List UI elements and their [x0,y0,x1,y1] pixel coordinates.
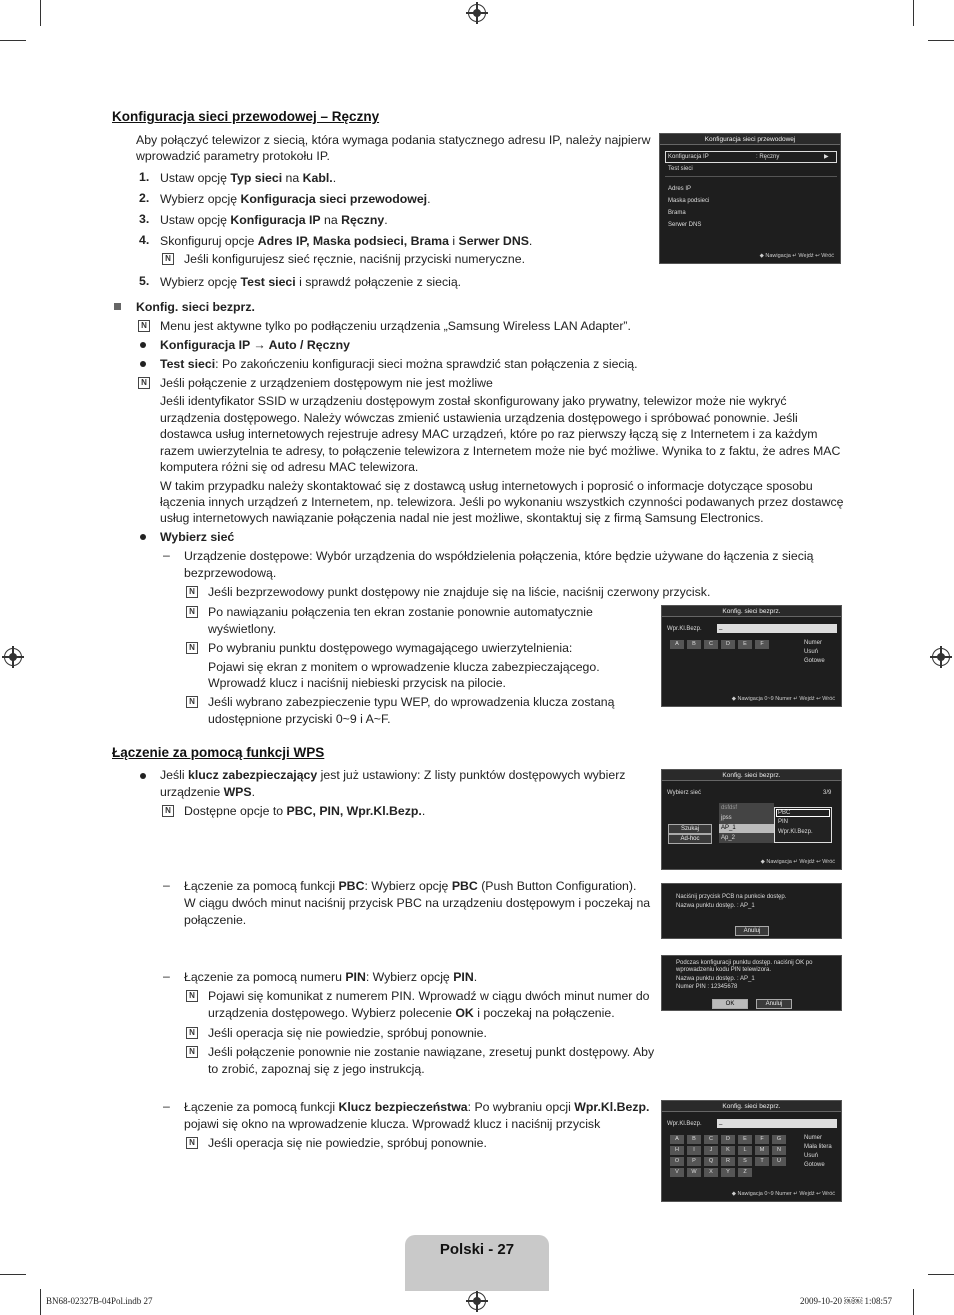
key-button: A [670,1135,684,1144]
screen-message: Podczas konfiguracji punktu dostęp. naciśnij OK po [676,960,813,966]
screen-footer: ◆ Nawigacja 0~9 Numer ↵ Wejdź ↩ Wróć [731,696,835,702]
bullet-text: Jeśli klucz zabezpieczający jest już ustawiony: Z listy punktów dostępowych wybierz [160,768,626,782]
step-number: 1. [139,170,150,184]
key-button: A [670,640,684,649]
paragraph-line: bezprzewodową. [184,566,277,580]
screen-label: Adres IP [668,186,692,192]
screen-label: Test sieci [668,166,693,172]
key-button: F [755,1135,769,1144]
note-text: urządzenia dostępowego. Wybierz polecenie OK i poczekaj na połączenie. [208,1006,615,1020]
tv-screen-security-key-full [661,1100,842,1202]
page-number-tab [405,1235,549,1291]
intro-text: Aby połączyć telewizor z siecią, która wymaga podania statycznego adresu IP, należy najpierw [136,133,651,147]
bullet-icon [140,361,146,367]
step-text: Ustaw opcję Typ sieci na Kabl.. [160,171,337,185]
tv-screen-security-key [661,605,842,707]
key-button: S [738,1157,752,1166]
subheading: Konfig. sieci bezprz. [136,300,255,314]
network-item: dsfdsf [721,805,738,811]
note-icon: N [186,696,198,708]
screen-message: Nazwa punktu dostęp. : AP_1 [676,903,755,909]
network-item: jpss [721,815,732,821]
screen-title: Konfig. sieci bezprz. [662,770,841,781]
pin-text: Łączenie za pomocą numeru PIN: Wybierz opcję PIN. [184,970,478,984]
key-button: M [755,1146,769,1155]
key-button: C [704,1135,718,1144]
section-title-wired-manual: Konfiguracja sieci przewodowej – Ręczny [112,109,380,124]
crop-mark [913,1289,914,1315]
key-input: _ [717,624,837,633]
screen-title: Konfig. sieci bezprz. [662,606,841,617]
note-text: Po nawiązaniu połączenia ten ekran zostanie ponownie automatycznie [208,605,593,619]
note-text: wyświetlony. [208,622,277,636]
step-number: 5. [139,274,150,288]
step-text: Wybierz opcję Konfiguracja sieci przewodowej. [160,192,431,206]
key-button: D [721,1135,735,1144]
note-text: Jeśli operacja się nie powiedzie, spróbuj ponownie. [208,1136,487,1150]
crop-mark [40,1289,41,1315]
intro-text: wprowadzić parametry protokołu IP. [136,149,330,163]
key-button: W [687,1168,701,1177]
registration-mark-icon [932,648,950,666]
note-text: Jeśli połączenie z urządzeniem dostępowym nie jest możliwe [160,376,493,390]
note-icon: N [186,606,198,618]
square-bullet-icon [114,303,121,310]
dash-marker: – [163,969,170,983]
cancel-button: Anuluj [756,999,792,1009]
bullet-text: Test sieci: Po zakończeniu konfiguracji sieci można sprawdzić stan połączenia z siecią. [160,357,638,371]
tv-screen-pbc [661,883,842,939]
crop-mark [0,1274,26,1275]
bullet-icon [140,534,146,540]
bullet-text: Konfiguracja IP → Auto / Ręczny [160,338,350,352]
paragraph-line: W takim przypadku należy skontaktować się z dostawcą usług internetowych i poprosić o informacje dotyczące sposobu [160,479,813,493]
key-button: N [772,1146,786,1155]
key-button: Y [721,1168,735,1177]
dash-marker: – [163,548,170,562]
step-text: Wybierz opcję Test sieci i sprawdź połączenie z siecią. [160,275,462,289]
note-text: Dostępne opcje to PBC, PIN, Wpr.Kl.Bezp.. [184,804,426,818]
wps-option: PIN [778,819,789,825]
wps-option: Wpr.Kl.Bezp. [778,829,813,835]
note-text: Jeśli bezprzewodowy punkt dostępowy nie znajduje się na liście, naciśnij czerwony przycisk. [208,585,711,599]
crop-mark [40,0,41,26]
legend-item: Numer [804,1135,823,1141]
tv-screen-select-network [661,769,842,870]
note-icon: N [186,586,198,598]
step-number: 4. [139,233,150,247]
key-button: Q [704,1157,718,1166]
dash-marker: – [163,878,170,892]
bullet-text: Wybierz sieć [160,530,235,544]
wps-option: PBC [778,810,791,816]
bullet-text: urządzenie WPS. [160,785,256,799]
key-button: F [755,640,769,649]
adhoc-button: Ad-hoc [668,834,712,844]
crop-mark [928,40,954,41]
ok-button: OK [712,999,748,1009]
paragraph-line: Urządzenie dostępowe: Wybór urządzenia do współdzielenia połączenia, które będzie używane do łączenia z siecią [184,549,814,563]
section-title-wps: Łączenie za pomocą funkcji WPS [112,745,325,760]
crop-mark [913,0,914,26]
key-button: E [738,640,752,649]
screen-message: Naciśnij przycisk PCB na punkcie dostęp. [676,894,787,900]
key-button: R [721,1157,735,1166]
screen-footer: ◆ Nawigacja ↵ Wejdź ↩ Wróć [759,253,834,259]
screen-message: Numer PIN : 12345678 [676,984,738,990]
network-item: Ap_2 [721,835,736,841]
tv-screen-wired-config [659,133,841,264]
note-text: Pojawi się ekran z monitem o wprowadzenie klucza zabezpieczającego. [208,660,600,674]
key-text: pojawi się okno na wprowadzenie klucza. Wprowadź klucz i naciśnij przycisk [184,1117,601,1131]
cancel-button: Anuluj [735,926,769,936]
step-number: 2. [139,191,150,205]
screen-count: 3/9 [823,790,832,796]
note-text: Jeśli operacja się nie powiedzie, spróbuj ponownie. [208,1026,487,1040]
network-item: AP_1 [721,825,736,831]
key-button: V [670,1168,684,1177]
legend-item: Gotowe [804,658,825,664]
screen-message: Nazwa punktu dostęp. : AP_1 [676,976,755,982]
paragraph-line: razem uwierzytelnia te adresy, to połączenie telewizora z Internetem może nie być możliwe. Wynika to z faktu, że adres MAC [160,444,841,458]
legend-item: Usuń [804,649,819,655]
key-button: O [670,1157,684,1166]
screen-message: wprowadzeniu kodu PIN telewizora. [676,967,772,973]
paragraph-line: Jeśli identyfikator SSID w urządzeniu dostępowym został skonfigurowany jako prywatny, telewizor może nie wykryć [160,394,787,408]
bullet-icon [140,773,146,779]
screen-label: Wpr.Kl.Bezp. [667,626,702,632]
pbc-text: połączenie. [184,913,247,927]
key-button: L [738,1146,752,1155]
crop-mark [0,40,26,41]
step-text: Skonfiguruj opcje Adres IP, Maska podsieci, Brama i Serwer DNS. [160,234,533,248]
registration-mark-icon [4,648,22,666]
key-button: X [704,1168,718,1177]
note-text: Jeśli konfigurujesz sieć ręcznie, naciśnij przyciski numeryczne. [184,252,526,266]
screen-label: Konfiguracja IP [668,154,709,160]
legend-item: Gotowe [804,1162,825,1168]
key-input: _ [717,1119,837,1128]
note-icon: N [186,1046,198,1058]
crop-mark [928,1274,954,1275]
footer-timestamp: 2009-10-20 ￼￼ 1:08:57 [800,1296,892,1306]
paragraph-line: urządzenia dostępowego. Należy wówczas zmienić ustawienia urządzenia dostępowego i spróbować ponownie. Jeśli [160,411,798,425]
note-text: Wprowadź klucz i naciśnij niebieski przycisk na pilocie. [208,676,506,690]
footer-file-info: BN68-02327B-04Pol.indb 27 [46,1296,153,1306]
note-icon: N [162,253,174,265]
note-icon: N [186,642,198,654]
key-button: C [704,640,718,649]
bullet-icon [140,342,146,348]
screen-title: Konfig. sieci bezprz. [662,1101,841,1112]
page-number: Polski - 27 [439,1241,515,1258]
search-button: Szukaj [668,824,712,834]
key-button: G [772,1135,786,1144]
note-icon: N [138,320,150,332]
arrow-right-icon: ▶ [824,154,829,160]
note-text: Jeśli wybrano zabezpieczenie typu WEP, do wprowadzenia klucza zostaną [208,695,615,709]
paragraph-line: dostawca usług internetowych rejestruje adresy MAC urządzeń, które po raz pierwszy łączą się z Internetem i za każdym [160,427,818,441]
key-button: I [687,1146,701,1155]
screen-label: Wpr.Kl.Bezp. [667,1121,702,1127]
note-icon: N [186,1027,198,1039]
note-text: Jeśli połączenie ponownie nie zostanie nawiązane, zresetuj punkt dostępowy. Aby [208,1045,655,1059]
note-icon: N [186,1137,198,1149]
legend-item: Mała litera [804,1144,832,1150]
key-button: J [704,1146,718,1155]
screen-footer: ◆ Nawigacja ↵ Wejdź ↩ Wróć [760,859,835,865]
note-text: Pojawi się komunikat z numerem PIN. Wprowadź w ciągu dwóch minut numer do [208,989,650,1003]
key-button: U [772,1157,786,1166]
key-button: P [687,1157,701,1166]
note-text: to zrobić, zapoznaj się z jego instrukcją. [208,1062,425,1076]
screen-label: Wybierz sieć [667,790,701,796]
paragraph-line: usług internetowych nawiązanie połączenia nadal nie jest możliwe, skontaktuj się z firmą Samsung Electronics. [160,511,764,525]
paragraph-line: łączenia innych urządzeń z Internetem, np. telewizora. Jeśli po wykonaniu wszystkich czynności podawanych przez dostawcę [160,495,844,509]
screen-footer: ◆ Nawigacja 0~9 Numer ↵ Wejdź ↩ Wróć [731,1191,835,1197]
key-button: K [721,1146,735,1155]
registration-mark-icon [468,4,486,22]
pbc-text: Łączenie za pomocą funkcji PBC: Wybierz opcję PBC (Push Button Configuration). [184,879,637,893]
note-icon: N [162,805,174,817]
legend-item: Numer [804,640,823,646]
tv-screen-pin [661,955,842,1011]
screen-label: Serwer DNS [668,222,702,228]
step-text: Ustaw opcję Konfiguracja IP na Ręczny. [160,213,388,227]
screen-label: Maska podsieci [668,198,710,204]
key-button: B [687,1135,701,1144]
key-button: T [755,1157,769,1166]
key-button: Z [738,1168,752,1177]
pbc-text: W ciągu dwóch minut naciśnij przycisk PBC na urządzeniu dostępowym i poczekaj na [184,896,651,910]
screen-label: Brama [668,210,686,216]
key-button: H [670,1146,684,1155]
screen-value: : Ręczny [756,154,780,160]
divider [665,176,837,177]
key-button: B [687,640,701,649]
note-text: Menu jest aktywne tylko po podłączeniu urządzenia „Samsung Wireless LAN Adapter”. [160,319,631,333]
dash-marker: – [163,1099,170,1113]
step-number: 3. [139,212,150,226]
note-icon: N [186,990,198,1002]
paragraph-line: komputera różni się od adresu MAC telewizora. [160,460,419,474]
key-button: D [721,640,735,649]
screen-title: Konfiguracja sieci przewodowej [660,134,840,145]
note-text: udostępnione przyciski 0~9 i A~F. [208,712,391,726]
key-text: Łączenie za pomocą funkcji Klucz bezpieczeństwa: Po wybraniu opcji Wpr.Kl.Bezp. [184,1100,650,1114]
note-icon: N [138,377,150,389]
registration-mark-icon [468,1292,486,1310]
key-button: E [738,1135,752,1144]
legend-item: Usuń [804,1153,819,1159]
note-text: Po wybraniu punktu dostępowego wymagającego uwierzytelnienia: [208,641,573,655]
